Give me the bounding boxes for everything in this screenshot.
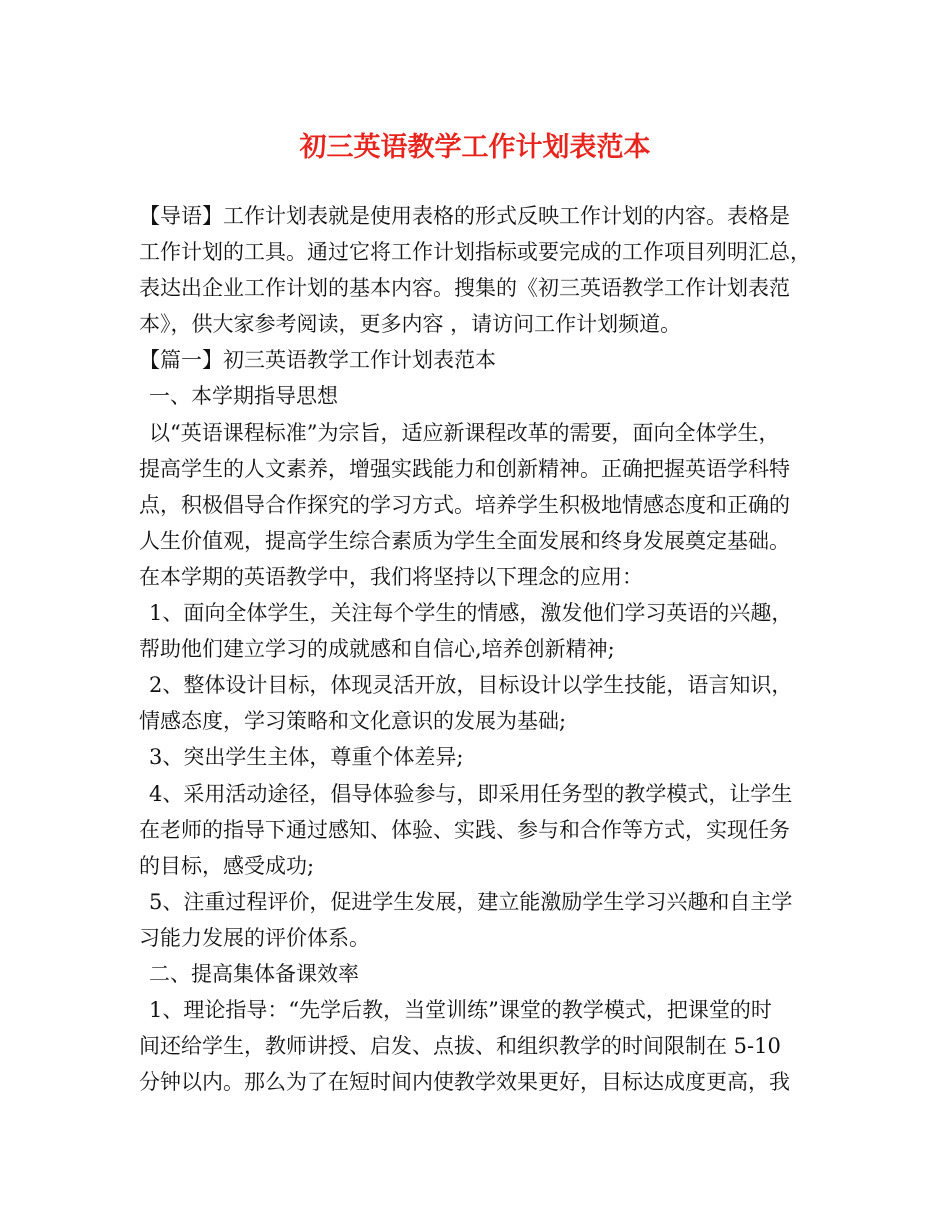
text-line: 间还给学生，教师讲授、启发、点拔、和组织教学的时间限制在 5-10 xyxy=(139,1034,781,1059)
text-line: 4、采用活动途径，倡导体验参与，即采用任务型的教学模式，让学生 xyxy=(149,781,793,806)
text-line: 2、整体设计目标，体现灵活开放，目标设计以学生技能，语言知识， xyxy=(149,673,793,698)
text-line: 在老师的指导下通过感知、体验、实践、参与和合作等方式，实现任务 xyxy=(139,817,790,842)
text-line: 一、本学期指导思想 xyxy=(149,384,338,409)
text-line: 本》，供大家参考阅读，更多内容 ，请访问工作计划频道。 xyxy=(139,312,682,337)
document-body xyxy=(139,198,829,1100)
text-line: 的目标，感受成功; xyxy=(139,853,315,878)
text-line: 分钟以内。那么为了在短时间内使教学效果更好，目标达成度更高，我 xyxy=(139,1070,790,1095)
text-line: 表达出企业工作计划的基本内容。搜集的《初三英语教学工作计划表范 xyxy=(139,276,790,301)
text-line: 1、理论指导：“先学后教，当堂训练”课堂的教学模式，把课堂的时 xyxy=(149,998,772,1023)
text-line: 1、面向全体学生，关注每个学生的情感，激发他们学习英语的兴趣， xyxy=(149,601,793,626)
text-line: 人生价值观，提高学生综合素质为学生全面发展和终身发展奠定基础。 xyxy=(139,528,790,553)
document-title: 初三英语教学工作计划表范本 xyxy=(299,132,651,163)
text-line: 3、突出学生主体，尊重个体差异; xyxy=(149,745,464,770)
text-line: 以“英语课程标准”为宗旨，适应新课程改革的需要，面向全体学生， xyxy=(149,420,780,445)
text-line: 工作计划的工具。通过它将工作计划指标或要完成的工作项目列明汇总， xyxy=(139,240,811,265)
text-line: 情感态度，学习策略和文化意识的发展为基础; xyxy=(139,709,567,734)
text-line: 5、注重过程评价，促进学生发展，建立能激励学生学习兴趣和自主学 xyxy=(149,889,793,914)
text-line: 习能力发展的评价体系。 xyxy=(139,925,370,950)
text-line: 【导语】工作计划表就是使用表格的形式反映工作计划的内容。表格是 xyxy=(139,204,790,228)
text-line: 二、提高集体备课效率 xyxy=(149,961,359,986)
text-line: 【篇一】初三英语教学工作计划表范本 xyxy=(139,348,496,373)
text-line: 在本学期的英语教学中，我们将坚持以下理念的应用： xyxy=(139,564,643,589)
text-line: 帮助他们建立学习的成就感和自信心,培养创新精神; xyxy=(139,637,615,662)
text-line: 点，积极倡导合作探究的学习方式。培养学生积极地情感态度和正确的 xyxy=(139,492,790,517)
text-line: 提高学生的人文素养，增强实践能力和创新精神。正确把握英语学科特 xyxy=(139,456,790,481)
